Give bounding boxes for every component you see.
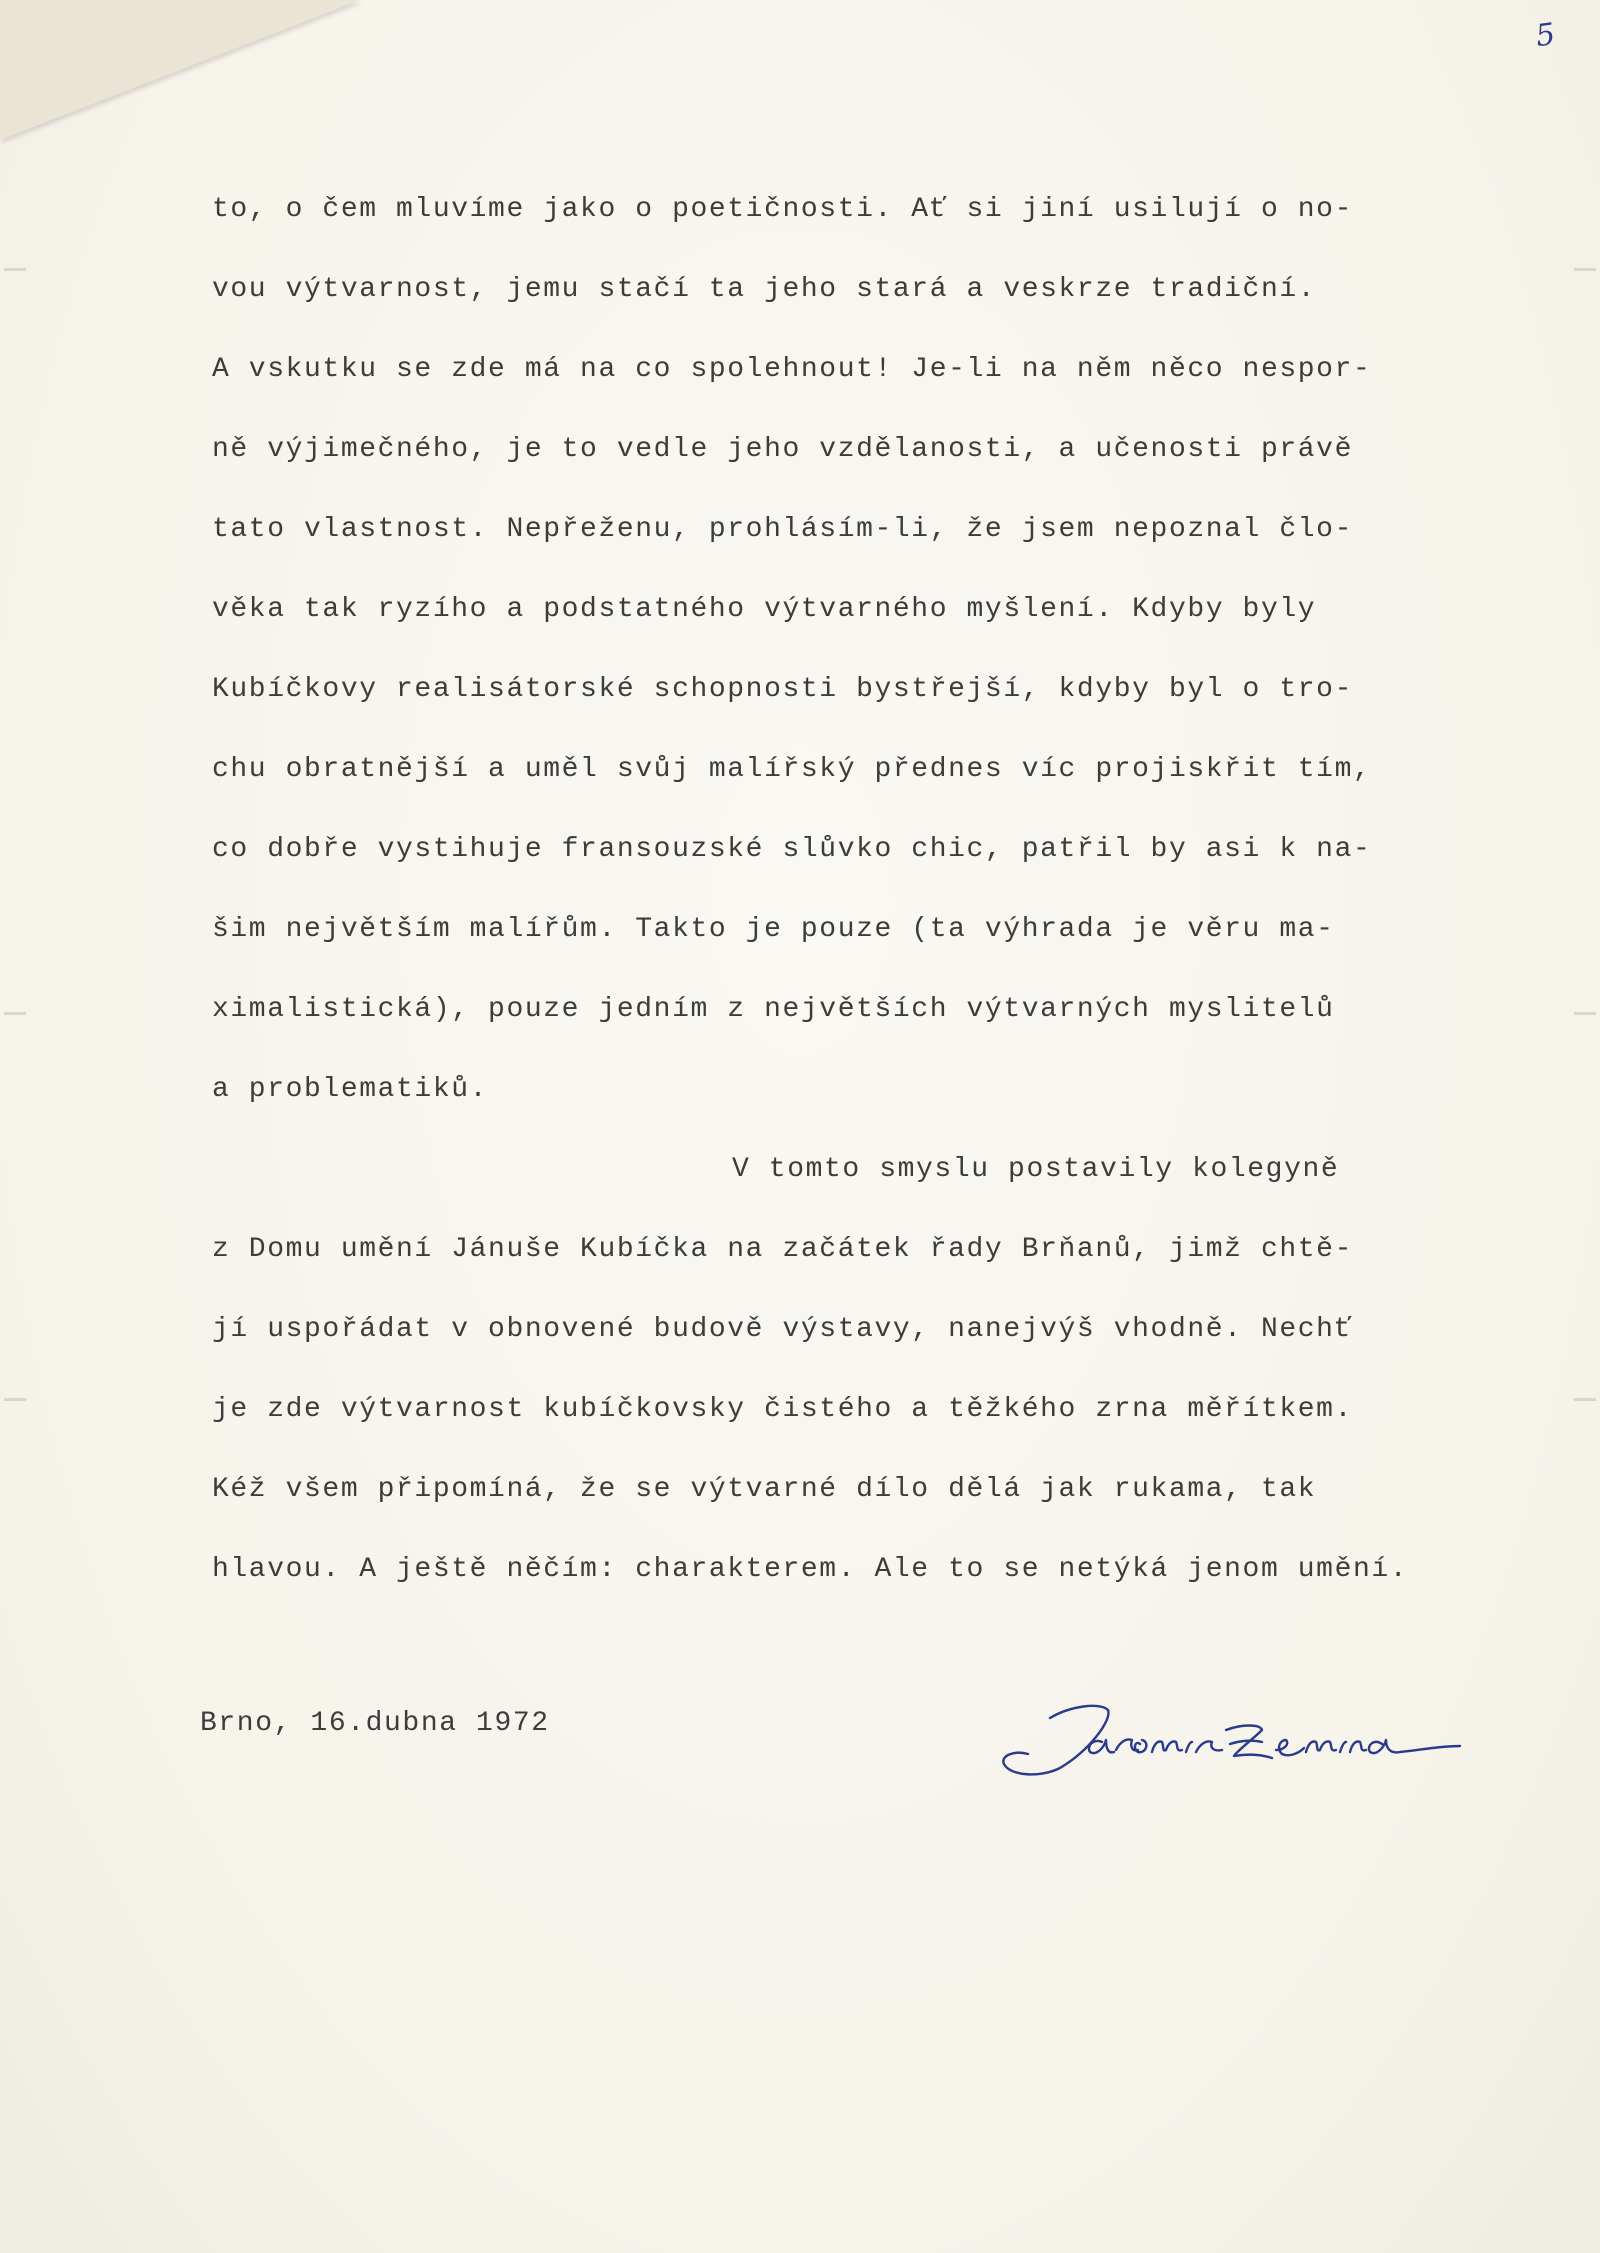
text-line: V tomto smyslu postavily kolegyně	[732, 1154, 1340, 1185]
text-line: chu obratnější a uměl svůj malířský přednes víc projiskřit tím,	[212, 754, 1372, 785]
left-margin-mark	[4, 1398, 26, 1401]
text-line: šim největším malířům. Takto je pouze (ta výhrada je věru ma-	[212, 914, 1335, 945]
paragraph	[212, 170, 1472, 1130]
text-line: tato vlastnost. Nepřeženu, prohlásím-li, že jsem nepoznal člo-	[212, 514, 1353, 545]
right-margin-mark	[1574, 1012, 1596, 1015]
text-line: Kéž všem připomíná, že se výtvarné dílo dělá jak rukama, tak	[212, 1474, 1317, 1505]
right-margin-mark	[1574, 268, 1596, 271]
text-line: co dobře vystihuje fransouzské slůvko chic, patřil by asi k na-	[212, 834, 1372, 865]
page-number: 5	[1533, 16, 1558, 55]
text-line: vou výtvarnost, jemu stačí ta jeho stará a veskrze tradiční.	[212, 274, 1317, 305]
place-and-date: Brno, 16.dubna 1972	[200, 1708, 550, 1739]
paragraph	[212, 1130, 1472, 1610]
text-line: hlavou. A ještě něčím: charakterem. Ale to se netýká jenom umění.	[212, 1554, 1409, 1585]
text-line: z Domu umění Jánuše Kubíčka na začátek řady Brňanů, jimž chtě-	[212, 1234, 1353, 1265]
text-line: A vskutku se zde má na co spolehnout! Je-li na něm něco nespor-	[212, 354, 1372, 385]
text-line: ximalistická), pouze jedním z největších výtvarných myslitelů	[212, 994, 1335, 1025]
handwritten-signature	[990, 1680, 1480, 1790]
left-margin-mark	[4, 1012, 26, 1015]
text-line: a problematiků.	[212, 1074, 489, 1105]
text-line: věka tak ryzího a podstatného výtvarného myšlení. Kdyby byly	[212, 594, 1317, 625]
right-margin-mark	[1574, 1398, 1596, 1401]
text-line: to, o čem mluvíme jako o poetičnosti. Ať si jiní usilují o no-	[212, 194, 1353, 225]
text-line: Kubíčkovy realisátorské schopnosti bystřejší, kdyby byl o tro-	[212, 674, 1353, 705]
folded-corner	[0, 0, 360, 140]
typed-text-body	[212, 170, 1472, 1610]
text-line: je zde výtvarnost kubíčkovsky čistého a těžkého zrna měřítkem.	[212, 1394, 1353, 1425]
text-line: ně výjimečného, je to vedle jeho vzdělanosti, a učenosti právě	[212, 434, 1353, 465]
text-line: jí uspořádat v obnovené budově výstavy, nanejvýš vhodně. Nechť	[212, 1314, 1353, 1345]
left-margin-mark	[4, 268, 26, 271]
